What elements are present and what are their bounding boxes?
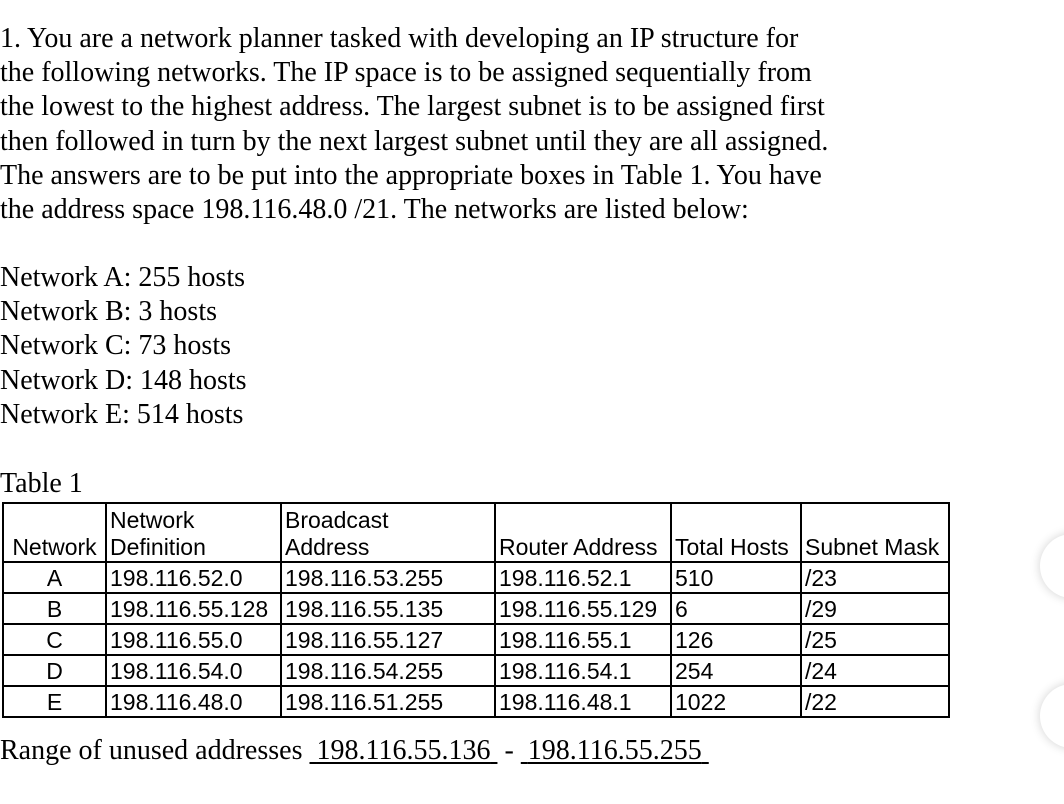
header-broadcast-line2: Address bbox=[285, 534, 370, 560]
header-broadcast-line1: Broadcast bbox=[285, 507, 389, 533]
cell-total-hosts: 6 bbox=[671, 593, 801, 624]
network-list-item: Network B: 3 hosts bbox=[0, 296, 217, 328]
table-row bbox=[3, 655, 949, 686]
table-row bbox=[3, 562, 949, 593]
cell-subnet-mask: /24 bbox=[801, 655, 949, 686]
cell-subnet-mask: /23 bbox=[801, 562, 949, 593]
network-list-item: Network A: 255 hosts bbox=[0, 262, 245, 293]
cell-broadcast-address: 198.116.51.255 bbox=[281, 686, 495, 717]
unused-range-label: Range of unused addresses bbox=[0, 735, 303, 766]
cell-total-hosts: 1022 bbox=[671, 686, 801, 717]
table-row bbox=[3, 593, 949, 624]
network-list bbox=[0, 261, 247, 432]
cell-network-definition: 198.116.54.0 bbox=[106, 655, 281, 686]
header-broadcast-address bbox=[281, 503, 495, 562]
cell-network-definition: 198.116.55.128 bbox=[106, 593, 281, 624]
header-definition-line1: Network bbox=[110, 507, 195, 533]
cell-network: C bbox=[3, 624, 106, 655]
header-definition-line2: Definition bbox=[110, 534, 206, 560]
unused-range-end-blank bbox=[521, 735, 709, 766]
network-list-item: Network C: 73 hosts bbox=[0, 330, 231, 362]
cell-broadcast-address: 198.116.55.135 bbox=[281, 593, 495, 624]
question-line: then followed in turn by the next largest subnet until they are all assigned. bbox=[0, 125, 829, 157]
header-network-label: Network bbox=[12, 534, 97, 560]
unused-range-line bbox=[0, 734, 709, 768]
cell-total-hosts: 510 bbox=[671, 562, 801, 593]
cell-network-definition: 198.116.48.0 bbox=[106, 686, 281, 717]
header-subnet-mask: Subnet Mask bbox=[801, 503, 949, 562]
unused-range-separator: - bbox=[504, 735, 514, 766]
question-line: the address space 198.116.48.0 /21. The networks are listed below: bbox=[0, 194, 749, 226]
floating-action-button[interactable] bbox=[1040, 684, 1064, 748]
cell-network: A bbox=[3, 562, 106, 593]
question-text bbox=[0, 22, 1000, 227]
cell-network: E bbox=[3, 686, 106, 717]
cell-broadcast-address: 198.116.54.255 bbox=[281, 655, 495, 686]
answer-table bbox=[2, 502, 950, 718]
question-line: The answers are to be put into the appropriate boxes in Table 1. You have bbox=[0, 159, 822, 191]
header-router-address: Router Address bbox=[495, 503, 671, 562]
cell-broadcast-address: 198.116.55.127 bbox=[281, 624, 495, 655]
cell-network-definition: 198.116.55.0 bbox=[106, 624, 281, 655]
question-line: the lowest to the highest address. The largest subnet is to be assigned first bbox=[0, 91, 825, 123]
header-network bbox=[3, 503, 106, 562]
unused-range-start-blank bbox=[309, 735, 497, 766]
network-list-item: Network E: 514 hosts bbox=[0, 398, 244, 430]
unused-range-start: 198.116.55.136 bbox=[316, 735, 491, 766]
network-list-item: Network D: 148 hosts bbox=[0, 364, 247, 396]
cell-network-definition: 198.116.52.0 bbox=[106, 562, 281, 593]
question-line: the following networks. The IP space is to be assigned sequentially from bbox=[0, 57, 812, 89]
floating-action-button[interactable] bbox=[1040, 534, 1064, 598]
cell-total-hosts: 254 bbox=[671, 655, 801, 686]
question-line: 1. You are a network planner tasked with developing an IP structure for bbox=[0, 23, 799, 54]
table-row bbox=[3, 624, 949, 655]
cell-router-address: 198.116.54.1 bbox=[495, 655, 671, 686]
cell-broadcast-address: 198.116.53.255 bbox=[281, 562, 495, 593]
header-total-hosts: Total Hosts bbox=[671, 503, 801, 562]
cell-subnet-mask: /29 bbox=[801, 593, 949, 624]
cell-network: B bbox=[3, 593, 106, 624]
table-caption: Table 1 bbox=[0, 468, 83, 499]
cell-subnet-mask: /25 bbox=[801, 624, 949, 655]
cell-router-address: 198.116.55.129 bbox=[495, 593, 671, 624]
cell-total-hosts: 126 bbox=[671, 624, 801, 655]
table-header-row bbox=[3, 503, 949, 562]
table-row bbox=[3, 686, 949, 717]
unused-range-end: 198.116.55.255 bbox=[527, 735, 702, 766]
cell-router-address: 198.116.55.1 bbox=[495, 624, 671, 655]
cell-router-address: 198.116.52.1 bbox=[495, 562, 671, 593]
header-network-definition bbox=[106, 503, 281, 562]
cell-network: D bbox=[3, 655, 106, 686]
cell-subnet-mask: /22 bbox=[801, 686, 949, 717]
cell-router-address: 198.116.48.1 bbox=[495, 686, 671, 717]
answer-table-container bbox=[2, 502, 950, 718]
